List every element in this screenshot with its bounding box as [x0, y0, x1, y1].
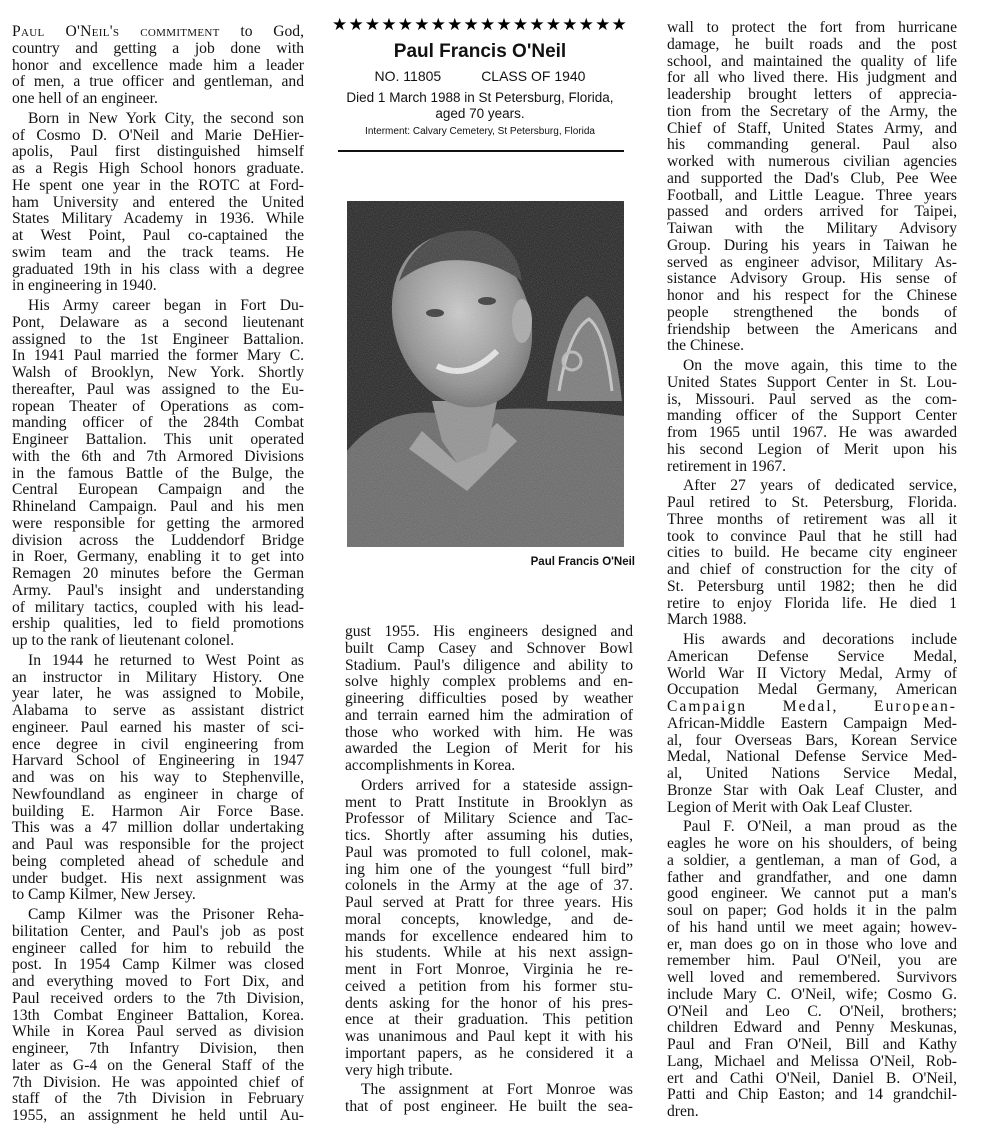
text-line: children Edward and Penny Meskunas,	[667, 1019, 957, 1037]
paragraph	[667, 632, 957, 816]
text-line: Football, and Little League. Three years	[667, 186, 957, 204]
paragraph	[12, 111, 304, 295]
text-line: post. In 1954 Camp Kilmer was closed	[12, 956, 304, 974]
text-line: In 1941 Paul married the former Mary C.	[12, 347, 304, 365]
article-column-left	[12, 24, 304, 1125]
death-info-line-2: aged 70 years.	[435, 106, 525, 121]
text-line: that of post engineer. He built the sea-	[345, 1098, 633, 1115]
text-line: While in Korea Paul served as division	[12, 1023, 304, 1041]
text-line: as a Regis High School honors graduate.	[12, 160, 304, 177]
text-line: Newfoundland as engineer in charge of	[12, 785, 304, 803]
text-line: gineering difficulties posed by weather	[345, 690, 633, 707]
text-line: engineer. Paul earned his master of sci-	[12, 718, 304, 736]
text-line: colonels in the Army at the age of 37.	[345, 877, 633, 895]
text-line: al, four Overseas Bars, Korean Service	[667, 731, 957, 749]
text-line: include Mary C. O'Neil, wife; Cosmo G.	[667, 985, 957, 1003]
text-line: Group. During his years in Taiwan he	[667, 236, 957, 254]
text-line: 13th Combat Engineer Battalion, Korea.	[12, 1006, 304, 1024]
text-line: In 1944 he returned to West Point as	[28, 651, 304, 669]
text-line: gust 1955. His engineers designed and	[345, 623, 633, 640]
header-divider	[338, 150, 624, 152]
text-line: for all who lived there. His judgment and	[667, 69, 957, 87]
text-line: assigned to the 1st Engineer Battalion.	[12, 330, 304, 348]
text-line: He spent one year in the ROTC at Ford-	[12, 176, 304, 194]
text-line: Army. Paul's insight and understanding	[12, 581, 304, 599]
text-line: and terrain earned him the admiration of	[345, 706, 633, 724]
paragraph	[12, 907, 304, 1125]
text-line: those who worked with him. He was	[345, 723, 633, 741]
cadet-number: NO. 11805	[374, 68, 442, 84]
text-line: Taiwan with the Military Advisory	[667, 220, 957, 237]
text-line: Pont, Delaware as a second lieutenant	[12, 313, 304, 331]
text-line: and everything moved to Fort Dix, and	[12, 973, 304, 990]
text-line: of military tactics, coupled with his lead-	[12, 598, 304, 616]
text-line: is, Missouri. Paul served as the com-	[667, 390, 957, 408]
text-line: an instructor in Military History. One	[12, 668, 304, 686]
text-line: Campaign Medal, European-	[667, 698, 957, 715]
paragraph	[345, 778, 633, 1080]
text-line: sistance Advisory Group. His sense of	[667, 270, 957, 288]
text-line: On the move again, this time to the	[683, 357, 957, 374]
text-line: After 27 years of dedicated service,	[683, 477, 957, 495]
text-line: swim team and the track teams. He	[12, 243, 304, 261]
text-line: Paul retired to St. Petersburg, Florida.	[667, 494, 957, 511]
text-line: dren.	[667, 1103, 699, 1120]
text-line: awarded the Legion of Merit for his	[345, 740, 633, 758]
text-line: Three months of retirement was all it	[667, 510, 957, 528]
text-line: His Army career began in Fort Du-	[28, 297, 304, 314]
text-line: were responsible for getting the armored	[12, 514, 304, 532]
article-column-middle	[345, 624, 633, 1116]
text-line: Remagen 20 minutes before the German	[12, 565, 304, 582]
text-line: built Camp Casey and Schnover Bowl	[345, 639, 633, 657]
text-line: at West Point, Paul co-captained the	[12, 227, 304, 244]
paragraph	[345, 1082, 633, 1116]
text-line: St. Petersburg until 1982; then he did	[667, 577, 957, 595]
text-line: ceived a petition from his former stu-	[345, 977, 633, 995]
text-line: people strengthened the bonds of	[667, 303, 957, 321]
text-line: bilitation Center, and Paul's job as post	[12, 922, 304, 940]
text-line: division across the Luddendorf Bridge	[12, 531, 304, 549]
text-line: Paul F. O'Neil, a man proud as the	[683, 818, 957, 836]
text-line: al, United Nations Service Medal,	[667, 765, 957, 782]
cadet-info	[330, 66, 630, 86]
obituary-header	[330, 14, 630, 139]
text-line: Paul was promoted to full colonel, mak-	[345, 843, 633, 861]
text-line: well loved and remembered. Survivors	[667, 969, 957, 986]
obituary-title: Paul Francis O'Neil	[393, 41, 567, 62]
text-line: ing him one of the youngest “full bird”	[345, 860, 633, 878]
death-info-line-1: Died 1 March 1988 in St Petersburg, Florida,	[346, 90, 614, 105]
star-row-icon: ★★★★★★★★★★★★★★★★★★	[332, 15, 628, 34]
text-line: from 1965 until 1967. He was awarded	[667, 424, 957, 441]
text-line: manding officer of the Support Center	[667, 407, 957, 425]
text-line: school, and maintained the quality of life	[667, 52, 957, 70]
text-line: passed and orders arrived for Taipei,	[667, 203, 957, 221]
text-line: The assignment at Fort Monroe was	[361, 1081, 633, 1099]
text-line: Bronze Star with Oak Leaf Cluster, and	[667, 781, 957, 799]
text-line: ence at their graduation. This petition	[345, 1011, 633, 1029]
text-line: Paul received orders to the 7th Division,	[12, 989, 304, 1007]
text-line: staff of the 7th Division in February	[12, 1090, 304, 1108]
text-line: retire to enjoy Florida life. He died 1	[667, 594, 957, 612]
text-line: Patti and Chip Easton; and 14 grandchil-	[667, 1086, 957, 1104]
text-line: mands for excellence endeared him to	[345, 927, 633, 945]
text-line: engineer called for him to rebuild the	[12, 939, 304, 957]
text-line: very high tribute.	[345, 1061, 453, 1079]
text-line: Paul and Fran O'Neil, Bill and Kathy	[667, 1036, 957, 1053]
text-line: O'Neil and Leo C. O'Neil, brothers;	[667, 1002, 957, 1020]
text-line: of his hand until we meet again; howev-	[667, 918, 957, 936]
text-line: American Defense Service Medal,	[667, 647, 957, 665]
text-line: soul on paper; God holds it in the palm	[667, 902, 957, 919]
text-line: Born in New York City, the second son	[28, 109, 304, 127]
text-line: honor and his respect for the Chinese	[667, 287, 957, 304]
text-line: remember him. Paul O'Neil, you are	[667, 952, 957, 970]
text-line: 7th Division. He was appointed chief of	[12, 1073, 304, 1091]
text-line: father and grandfather, and one damn	[667, 868, 957, 886]
text-line: with the 6th and 7th Armored Divisions	[12, 447, 304, 465]
paragraph	[667, 478, 957, 629]
text-line: good engineer. We cannot put a man's	[667, 885, 957, 903]
text-line: his second Legion of Merit upon his	[667, 440, 957, 458]
interment-info: Interment: Calvary Cemetery, St Petersburg, Florida	[365, 126, 595, 137]
text-line: honor and excellence made him a leader	[12, 56, 304, 74]
text-line: African-Middle Eastern Campaign Med-	[667, 714, 957, 732]
article-column-right	[667, 20, 957, 1121]
text-line: one hell of an engineer.	[12, 90, 158, 107]
text-line: eagles he wore on his shoulders, of being	[667, 835, 957, 852]
text-line: thereafter, Paul was assigned to the Eu-	[12, 380, 304, 398]
text-line: Professor of Military Science and Tac-	[345, 810, 633, 828]
text-line: important papers, as he considered it a	[345, 1044, 633, 1062]
text-line: took to convince Paul that he still had	[667, 527, 957, 545]
text-line: ment in Fort Monroe, Virginia he re-	[345, 961, 633, 978]
text-line: apolis, Paul first distinguished himself	[12, 143, 304, 161]
text-line: leadership brought letters of apprecia-	[667, 86, 957, 103]
paragraph	[345, 624, 633, 775]
portrait-photo	[347, 201, 624, 547]
text-line: Paul O'Neil's commitment to God,	[12, 23, 304, 40]
class-year: CLASS OF 1940	[481, 68, 586, 84]
text-line: graduated 19th in his class with a degree	[12, 260, 304, 278]
text-line: tics. Shortly after assuming his duties,	[345, 827, 633, 844]
text-line: States Military Academy in 1936. While	[12, 210, 304, 228]
text-line: Camp Kilmer was the Prisoner Reha-	[28, 906, 304, 923]
text-line: worked with numerous civilian agencies	[667, 153, 957, 170]
text-line: retirement in 1967.	[667, 457, 787, 475]
text-line: cities to build. He became city engineer	[667, 544, 957, 562]
text-line: Lang, Michael and Melissa O'Neil, Rob-	[667, 1052, 957, 1070]
text-line: and chief of construction for the city of	[667, 561, 957, 578]
text-line: wall to protect the fort from hurricane	[667, 19, 957, 36]
text-line: Alabama to serve as assistant district	[12, 702, 304, 719]
text-line: dents asking for the honor of his pres-	[345, 994, 633, 1012]
text-line: His awards and decorations include	[683, 631, 957, 648]
text-line: the Chinese.	[667, 337, 745, 355]
paragraph	[12, 298, 304, 650]
text-line: ment to Pratt Institute in Brooklyn as	[345, 793, 633, 811]
text-line: Rhineland Campaign. Paul and his men	[12, 498, 304, 515]
text-line: country and getting a job done with	[12, 39, 304, 57]
text-line: up to the rank of lieutenant colonel.	[12, 632, 235, 649]
death-info	[330, 90, 630, 122]
photo-caption: Paul Francis O'Neil	[530, 556, 635, 568]
text-line: his commanding general. Paul also	[667, 136, 957, 154]
text-line: United States Support Center in St. Lou-	[667, 373, 957, 391]
text-line: damage, he built roads and the post	[667, 35, 957, 53]
portrait-image-icon	[347, 201, 624, 547]
text-line: 1955, an assignment he held until Au-	[12, 1107, 304, 1124]
text-line: accomplishments in Korea.	[345, 757, 516, 774]
text-line: Walsh of Brooklyn, New York. Shortly	[12, 364, 304, 381]
text-line: later as G-4 on the General Staff of the	[12, 1056, 304, 1074]
text-line: ence degree in civil engineering from	[12, 735, 304, 753]
text-line: Harvard School of Engineering in 1947	[12, 752, 304, 770]
text-line: in the famous Battle of the Bulge, the	[12, 464, 304, 482]
text-line: of Cosmo D. O'Neil and Marie DeHier-	[12, 126, 304, 144]
text-line: in engineering in 1940.	[12, 277, 157, 295]
text-line: Chief of Staff, United States Army, and	[667, 119, 957, 137]
text-line: er, man does go on in those who love and	[667, 935, 957, 953]
text-line: solve highly complex problems and en-	[345, 673, 633, 691]
text-line: to Camp Kilmer, New Jersey.	[12, 886, 196, 904]
text-line: moral concepts, knowledge, and de-	[345, 910, 633, 928]
text-line: friendship between the Americans and	[667, 320, 957, 338]
text-line: Engineer Battalion. This unit operated	[12, 431, 304, 448]
text-line: engineer, 7th Infantry Division, then	[12, 1040, 304, 1057]
text-line: Paul served at Pratt for three years. His	[345, 894, 633, 911]
text-line: his students. While at his next assign-	[345, 944, 633, 962]
text-line: and was on his way to Stephenville,	[12, 769, 304, 786]
paragraph	[12, 24, 304, 108]
text-line: served as engineer advisor, Military As-	[667, 253, 957, 271]
text-line: year later, he was assigned to Mobile,	[12, 685, 304, 703]
paragraph	[667, 358, 957, 475]
paragraph	[12, 653, 304, 904]
text-line: building E. Harmon Air Force Base.	[12, 802, 304, 820]
text-line: ham University and entered the United	[12, 193, 304, 211]
text-line: World War II Victory Medal, Army of	[667, 664, 957, 682]
text-line: tion from the Secretary of the Army, the	[667, 102, 957, 120]
text-line: This was a 47 million dollar undertaking	[12, 819, 304, 837]
text-line: in Roer, Germany, enabling it to get into	[12, 548, 304, 566]
text-line: under budget. His next assignment was	[12, 869, 304, 887]
paragraph	[667, 20, 957, 355]
text-line: ership qualities, led to field promotions	[12, 615, 304, 633]
text-line: ert and Cathi O'Neil, Daniel B. O'Neil,	[667, 1069, 957, 1087]
text-line: Legion of Merit with Oak Leaf Cluster.	[667, 798, 913, 816]
text-line: March 1988.	[667, 611, 747, 629]
text-line: and Paul was responsible for the project	[12, 836, 304, 853]
text-line: being completed ahead of schedule and	[12, 852, 304, 870]
text-line: manding officer of the 284th Combat	[12, 414, 304, 432]
text-line: Orders arrived for a stateside assign-	[361, 776, 633, 794]
text-line: and supported the Dad's Club, Pee Wee	[667, 169, 957, 187]
text-line: Stadium. Paul's diligence and ability to	[345, 656, 633, 674]
text-line: ropean Theater of Operations as com-	[12, 397, 304, 415]
text-line: Central European Campaign and the	[12, 481, 304, 499]
text-line: a soldier, a gentleman, a man of God, a	[667, 851, 957, 869]
lead-in: Paul O'Neil's commitment	[12, 23, 220, 40]
text-line: of men, a true officer and gentleman, and	[12, 73, 304, 91]
text-line: was unanimous and Paul kept it with his	[345, 1028, 633, 1045]
paragraph	[667, 819, 957, 1121]
text-line: Occupation Medal Germany, American	[667, 681, 957, 699]
text-line: Medal, National Defense Service Med-	[667, 748, 957, 766]
